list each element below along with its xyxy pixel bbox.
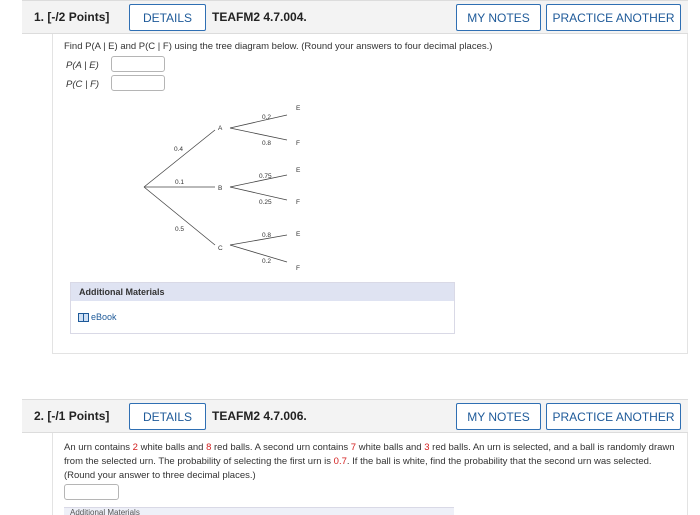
prob-a-e: 0.2 — [262, 114, 272, 121]
leaf-b-f: F — [296, 199, 300, 206]
details-button[interactable]: DETAILS — [129, 4, 206, 31]
branch-c-f — [230, 245, 287, 262]
question-prompt: Find P(A | E) and P(C | F) using the tree diagram below. (Round your answers to four decimal places.) — [64, 41, 493, 52]
question-2-header — [22, 399, 688, 433]
branch-a-f — [230, 128, 287, 140]
practice-another-button-2[interactable]: PRACTICE ANOTHER — [546, 403, 681, 430]
practice-another-button[interactable]: PRACTICE ANOTHER — [546, 4, 681, 31]
leaf-c-f: F — [296, 265, 300, 272]
leaf-b-e: E — [296, 167, 301, 174]
answer-input-p-c-given-f[interactable] — [111, 75, 165, 91]
leaf-a-e: E — [296, 105, 301, 112]
prob-b-f: 0.25 — [259, 199, 272, 206]
question-1-header — [22, 0, 688, 34]
answer-input-q2[interactable] — [64, 484, 119, 500]
prob-b: 0.1 — [175, 179, 185, 186]
ebook-link[interactable] — [78, 312, 117, 322]
question-1-number: 1. [-/2 Points] — [34, 10, 110, 24]
prob-c: 0.5 — [175, 226, 185, 233]
branch-c-e — [230, 235, 287, 245]
question-2-prompt: An urn contains 2 white balls and 8 red balls. A second urn contains 7 white balls and 3 red balls. An urn is selected, and a ball is randomly drawn from the selected urn. The probability of selecting the first urn is 0.7. If the ball is white, find the probability that the second urn was selected. (Round your answer to three decimal places.) — [64, 442, 675, 481]
question-code-2: TEAFM2 4.7.006. — [212, 409, 307, 423]
details-button-2[interactable]: DETAILS — [129, 403, 206, 430]
question-code: TEAFM2 4.7.004. — [212, 10, 307, 24]
answer-label-p-c-given-f: P(C | F) — [66, 79, 100, 90]
additional-materials-heading: Additional Materials — [71, 283, 454, 301]
node-c: C — [218, 245, 223, 252]
prob-c-e: 0.8 — [262, 232, 272, 239]
additional-materials-panel-2 — [64, 507, 454, 515]
answer-label-p-a-given-e: P(A | E) — [66, 60, 99, 71]
leaf-a-f: F — [296, 140, 300, 147]
additional-materials-panel — [70, 282, 455, 334]
answer-input-p-a-given-e[interactable] — [111, 56, 165, 72]
my-notes-button[interactable]: MY NOTES — [456, 4, 541, 31]
book-icon — [78, 313, 89, 322]
prob-b-e: 0.75 — [259, 173, 272, 180]
question-2-number: 2. [-/1 Points] — [34, 409, 110, 423]
branch-a-e — [230, 115, 287, 128]
prob-a: 0.4 — [174, 146, 184, 153]
my-notes-button-2[interactable]: MY NOTES — [456, 403, 541, 430]
leaf-c-e: E — [296, 231, 301, 238]
prob-c-f: 0.2 — [262, 258, 272, 265]
prob-a-f: 0.8 — [262, 140, 272, 147]
tree-diagram — [52, 100, 332, 280]
branch-root-c — [144, 187, 215, 245]
node-b: B — [218, 185, 223, 192]
ebook-label: eBook — [91, 312, 117, 322]
node-a: A — [218, 125, 223, 132]
additional-materials-heading-2: Additional Materials — [70, 508, 140, 515]
